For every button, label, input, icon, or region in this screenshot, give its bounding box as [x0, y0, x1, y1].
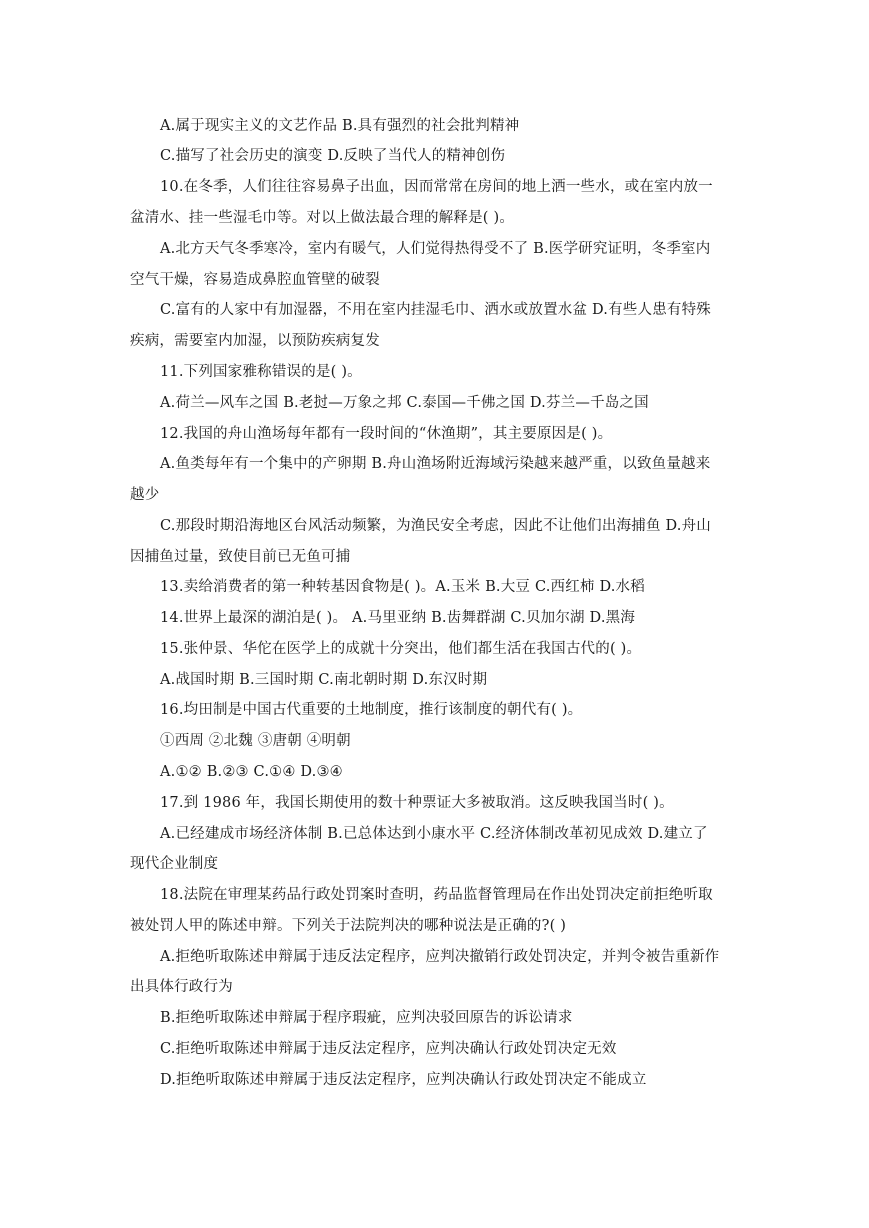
question-11: 11.下列国家雅称错误的是( )。 [160, 364, 362, 380]
text-line: A.已经建成市场经济体制 B.已总体达到小康水平 C.经济体制改革初见成效 D.建立了 [160, 826, 708, 842]
text-line: A.①② B.②③ C.①④ D.③④ [160, 764, 343, 780]
text-line: ①西周 ②北魏 ③唐朝 ④明朝 [160, 733, 351, 749]
question-18: 18.法院在审理某药品行政处罚案时查明，药品监督管理局在作出处罚决定前拒绝听取 [160, 887, 713, 903]
question-13: 13.卖给消费者的第一种转基因食物是( )。A.玉米 B.大豆 C.西红柿 D.水稻 [160, 579, 645, 595]
text-line: 被处罚人甲的陈述申辩。下列关于法院判决的哪种说法是正确的?( ) [130, 918, 567, 934]
question-16: 16.均田制是中国古代重要的土地制度，推行该制度的朝代有( )。 [160, 702, 583, 718]
text-line: C.拒绝听取陈述申辩属于违反法定程序，应判决确认行政处罚决定无效 [160, 1041, 617, 1057]
text-line: C.那段时期沿海地区台风活动频繁，为渔民安全考虑，因此不让他们出海捕鱼 D.舟山 [160, 518, 712, 534]
text-line: 疾病，需要室内加湿，以预防疾病复发 [130, 333, 380, 349]
question-14: 14.世界上最深的湖泊是( )。 A.马里亚纳 B.齿舞群湖 C.贝加尔湖 D.黑海 [160, 610, 636, 626]
text-line: 因捕鱼过量，致使目前已无鱼可捕 [130, 549, 351, 565]
text-line: C.描写了社会历史的演变 D.反映了当代人的精神创伤 [160, 148, 506, 164]
text-line: 出具体行政行为 [130, 979, 233, 995]
text-line: A.拒绝听取陈述申辩属于违反法定程序，应判决撤销行政处罚决定，并判令被告重新作 [160, 949, 720, 965]
text-line: A.北方天气冬季寒冷，室内有暖气，人们觉得热得受不了 B.医学研究证明，冬季室内 [160, 241, 711, 257]
question-10: 10.在冬季，人们往往容易鼻子出血，因而常常在房间的地上洒一些水，或在室内放一 [160, 179, 713, 195]
text-line: D.拒绝听取陈述申辩属于违反法定程序，应判决确认行政处罚决定不能成立 [160, 1072, 647, 1088]
text-line: A.荷兰—风车之国 B.老挝—万象之邦 C.泰国—千佛之国 D.芬兰—千岛之国 [160, 395, 649, 411]
text-line: A.鱼类每年有一个集中的产卵期 B.舟山渔场附近海域污染越来越严重，以致鱼量越来 [160, 456, 711, 472]
question-17: 17.到 1986 年，我国长期使用的数十种票证大多被取消。这反映我国当时( )。 [160, 795, 674, 811]
text-line: 盆清水、挂一些湿毛巾等。对以上做法最合理的解释是( )。 [130, 210, 515, 226]
text-line: 越少 [130, 487, 160, 503]
text-line: C.富有的人家中有加湿器，不用在室内挂湿毛巾、洒水或放置水盆 D.有些人患有特殊 [160, 302, 712, 318]
question-12: 12.我国的舟山渔场每年都有一段时间的“休渔期”，其主要原因是( )。 [160, 426, 613, 442]
text-line: A.属于现实主义的文艺作品 B.具有强烈的社会批判精神 [160, 118, 520, 134]
text-line: 现代企业制度 [130, 856, 219, 872]
question-15: 15.张仲景、华佗在医学上的成就十分突出，他们都生活在我国古代的( )。 [160, 641, 642, 657]
text-line: A.战国时期 B.三国时期 C.南北朝时期 D.东汉时期 [160, 672, 488, 688]
text-line: B.拒绝听取陈述申辩属于程序瑕疵，应判决驳回原告的诉讼请求 [160, 1010, 573, 1026]
text-line: 空气干燥，容易造成鼻腔血管壁的破裂 [130, 272, 380, 288]
